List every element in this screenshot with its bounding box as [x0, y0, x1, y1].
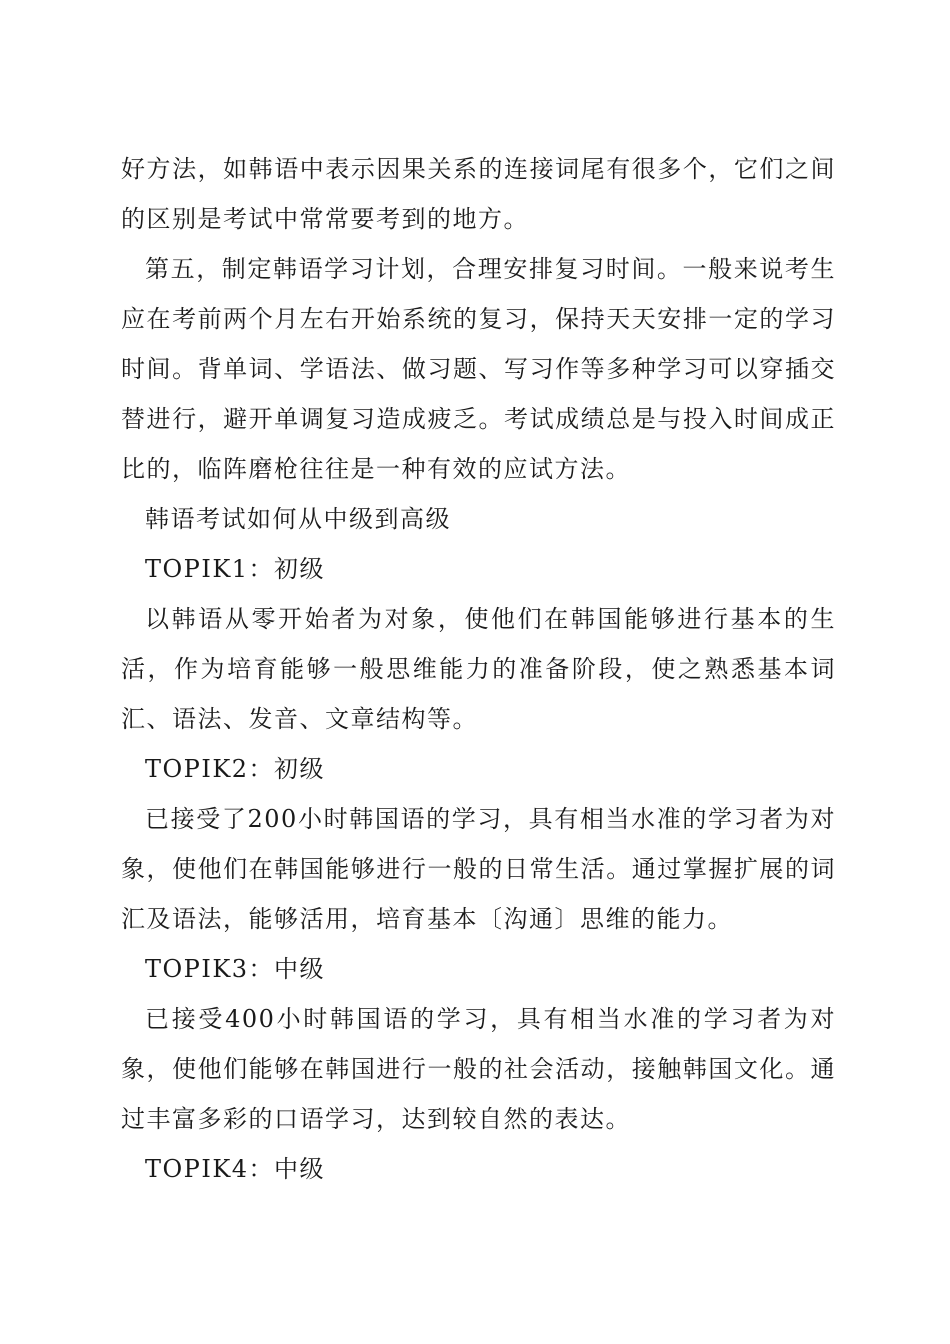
document-body — [121, 144, 836, 1194]
paragraph-topik3: 已接受400小时韩国语的学习，具有相当水准的学习者为对象，使他们能够在韩国进行一般的社会活动，接触韩国文化。通过丰富多彩的口语学习，达到较自然的表达。 — [121, 1005, 836, 1133]
paragraph-topik1: 以韩语从零开始者为对象，使他们在韩国能够进行基本的生活，作为培育能够一般思维能力的准备阶段，使之熟悉基本词汇、语法、发音、文章结构等。 — [121, 605, 836, 733]
paragraph-study-plan: 第五，制定韩语学习计划，合理安排复习时间。一般来说考生应在考前两个月左右开始系统的复习，保持天天安排一定的学习时间。背单词、学语法、做习题、写习作等多种学习可以穿插交替进行，避开单调复习造成疲乏。考试成绩总是与投入时间成正比的，临阵磨枪往往是一种有效的应试方法。 — [121, 255, 836, 483]
level-heading-topik2: TOPIK2：初级 — [145, 755, 326, 783]
level-heading-topik1: TOPIK1：初级 — [145, 555, 326, 583]
level-heading-topik3: TOPIK3：中级 — [145, 955, 326, 983]
paragraph-continuation: 好方法，如韩语中表示因果关系的连接词尾有很多个，它们之间的区别是考试中常常要考到的地方。 — [121, 155, 836, 233]
section-heading: 韩语考试如何从中级到高级 — [145, 505, 451, 533]
paragraph-topik2: 已接受了200小时韩国语的学习，具有相当水准的学习者为对象，使他们在韩国能够进行一般的日常生活。通过掌握扩展的词汇及语法，能够活用，培育基本〔沟通〕思维的能力。 — [121, 805, 836, 933]
level-heading-topik4: TOPIK4：中级 — [145, 1155, 326, 1183]
